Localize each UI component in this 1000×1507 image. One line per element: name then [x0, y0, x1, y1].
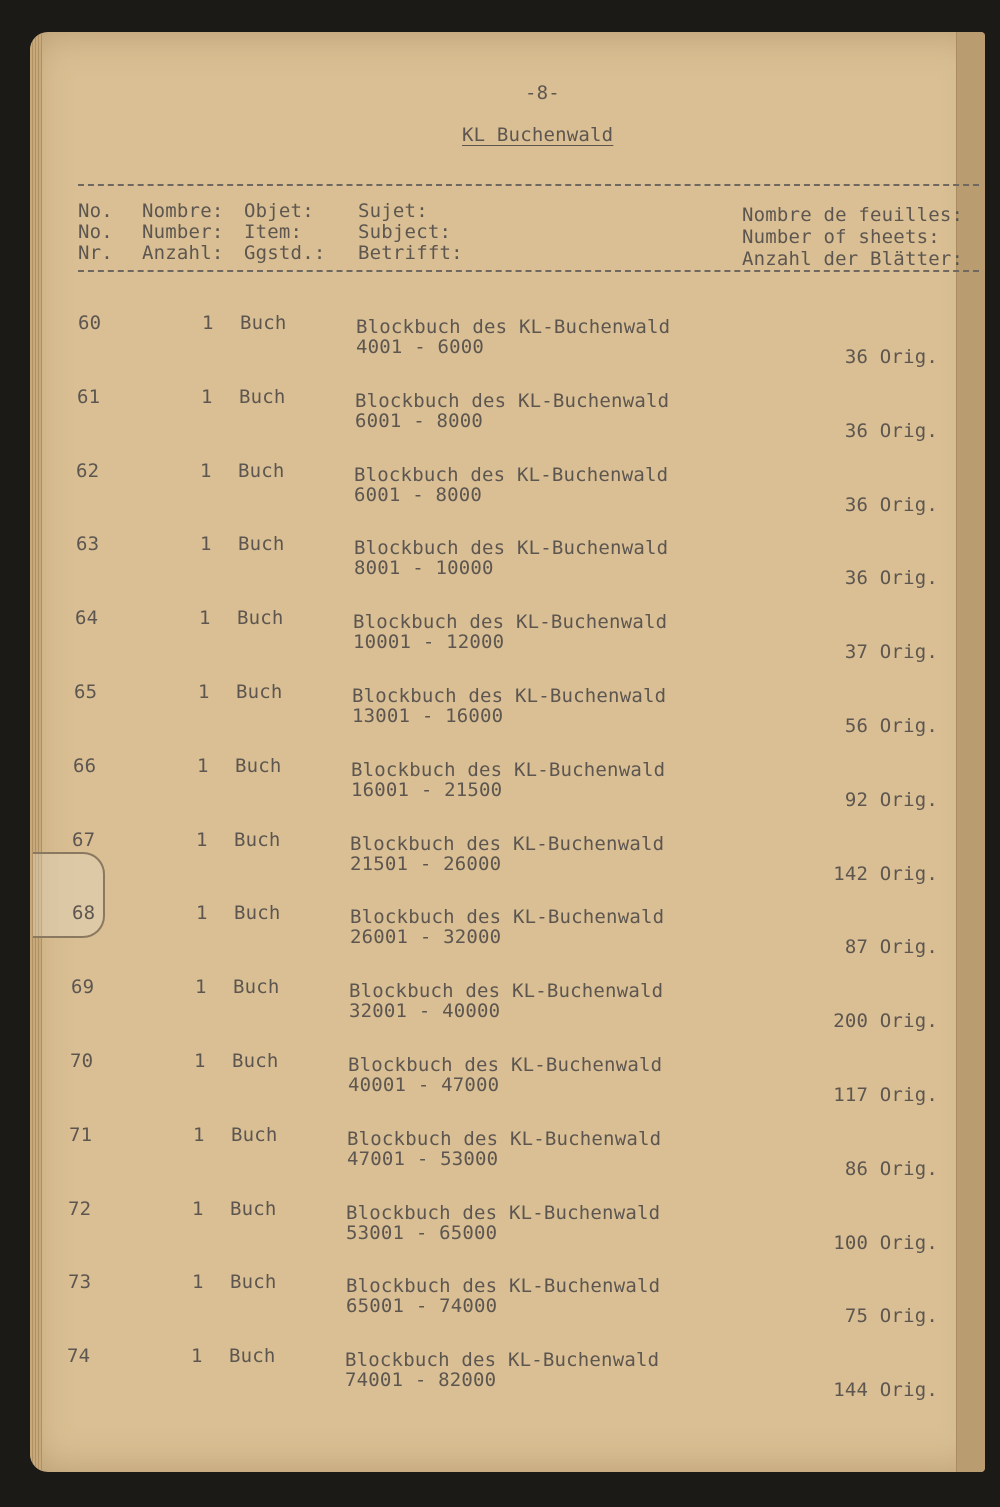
- row-count: 1: [197, 754, 209, 777]
- row-range: 26001 - 32000: [350, 926, 502, 949]
- row-count: 1: [196, 902, 208, 925]
- row-number: 69: [71, 976, 95, 999]
- row-range: 6001 - 8000: [355, 409, 484, 432]
- row-item: Buch: [235, 754, 282, 777]
- header-sujet-fr: Sujet:: [358, 200, 428, 222]
- row-sheets: 200 Orig.: [833, 1010, 938, 1033]
- row-subject: Blockbuch des KL-Buchenwald: [350, 906, 665, 929]
- header-no-en: No.: [78, 221, 113, 243]
- row-number: 63: [76, 533, 100, 556]
- row-item: Buch: [238, 459, 285, 482]
- header-nombre-de: Anzahl:: [142, 242, 224, 264]
- row-range: 32001 - 40000: [349, 1000, 501, 1023]
- row-range: 10001 - 12000: [353, 631, 505, 654]
- row-number: 66: [73, 754, 97, 777]
- row-sheets: 144 Orig.: [833, 1379, 938, 1402]
- row-number: 60: [78, 312, 102, 334]
- row-item: Buch: [232, 1050, 279, 1072]
- row-count: 1: [196, 828, 208, 851]
- row-item: Buch: [236, 681, 283, 703]
- row-range: 53001 - 65000: [346, 1221, 498, 1244]
- header-no-fr: No.: [78, 200, 113, 222]
- row-subject: Blockbuch des KL-Buchenwald: [345, 1349, 660, 1372]
- header-nombre-en: Number:: [142, 221, 224, 243]
- paper-clip: [33, 852, 105, 938]
- row-range: 47001 - 53000: [347, 1147, 499, 1170]
- row-item: Buch: [231, 1123, 278, 1146]
- row-range: 74001 - 82000: [345, 1369, 497, 1392]
- row-count: 1: [195, 976, 207, 999]
- row-range: 16001 - 21500: [351, 778, 503, 801]
- header-no-de: Nr.: [78, 242, 113, 264]
- row-number: 62: [76, 459, 100, 482]
- row-subject: Blockbuch des KL-Buchenwald: [349, 980, 664, 1003]
- row-sheets: 92 Orig.: [844, 788, 938, 811]
- row-range: 21501 - 26000: [350, 852, 502, 875]
- row-item: Buch: [238, 533, 285, 556]
- header-nombre-fr: Nombre:: [142, 200, 224, 222]
- row-range: 65001 - 74000: [346, 1295, 498, 1318]
- row-item: Buch: [230, 1271, 277, 1294]
- row-number: 61: [77, 385, 101, 408]
- row-sheets: 100 Orig.: [833, 1231, 938, 1254]
- row-item: Buch: [240, 312, 287, 334]
- row-subject: Blockbuch des KL-Buchenwald: [346, 1201, 661, 1224]
- row-item: Buch: [237, 607, 284, 630]
- row-count: 1: [200, 459, 212, 482]
- page-binding: [30, 32, 42, 1472]
- page-title: KL Buchenwald: [462, 124, 614, 146]
- row-subject: Blockbuch des KL-Buchenwald: [348, 1054, 663, 1076]
- row-sheets: 36 Orig.: [844, 493, 938, 516]
- row-subject: Blockbuch des KL-Buchenwald: [354, 463, 669, 486]
- row-subject: Blockbuch des KL-Buchenwald: [356, 316, 671, 338]
- row-number: 64: [75, 607, 99, 630]
- row-subject: Blockbuch des KL-Buchenwald: [350, 832, 665, 855]
- row-sheets: 56 Orig.: [844, 715, 938, 737]
- row-subject: Blockbuch des KL-Buchenwald: [347, 1127, 662, 1150]
- header-objet-en: Item:: [244, 221, 303, 243]
- row-number: 70: [70, 1050, 94, 1072]
- row-subject: Blockbuch des KL-Buchenwald: [352, 685, 667, 707]
- page-number: -8-: [525, 82, 560, 104]
- row-number: 72: [68, 1197, 92, 1220]
- row-sheets: 36 Orig.: [844, 419, 938, 442]
- row-item: Buch: [229, 1345, 276, 1368]
- row-subject: Blockbuch des KL-Buchenwald: [353, 611, 668, 634]
- row-count: 1: [192, 1271, 204, 1294]
- row-count: 1: [192, 1197, 204, 1220]
- row-count: 1: [202, 312, 214, 334]
- row-sheets: 142 Orig.: [833, 862, 938, 885]
- row-number: 68: [72, 902, 96, 925]
- row-subject: Blockbuch des KL-Buchenwald: [351, 758, 666, 781]
- row-sheets: 36 Orig.: [844, 567, 938, 590]
- row-count: 1: [193, 1123, 205, 1146]
- row-subject: Blockbuch des KL-Buchenwald: [354, 537, 669, 560]
- row-count: 1: [201, 385, 213, 408]
- header-sujet-en: Subject:: [358, 221, 452, 243]
- row-subject: Blockbuch des KL-Buchenwald: [355, 389, 670, 412]
- row-count: 1: [200, 533, 212, 556]
- row-number: 67: [72, 828, 96, 851]
- row-number: 73: [68, 1271, 92, 1294]
- row-range: 13001 - 16000: [352, 705, 504, 727]
- row-range: 4001 - 6000: [356, 336, 485, 358]
- row-sheets: 86 Orig.: [844, 1157, 938, 1180]
- row-sheets: 117 Orig.: [833, 1084, 938, 1106]
- header-sujet-de: Betrifft:: [358, 242, 463, 264]
- header-sheets-de: Anzahl der Blätter:: [742, 248, 964, 270]
- header-objet-de: Ggstd.:: [244, 242, 326, 264]
- row-range: 8001 - 10000: [354, 557, 494, 580]
- row-count: 1: [199, 607, 211, 630]
- header-sheets-en: Number of sheets:: [742, 226, 940, 248]
- header-rule-bottom: [78, 270, 979, 272]
- header-sheets-fr: Nombre de feuilles:: [742, 204, 964, 226]
- row-number: 65: [74, 681, 98, 703]
- row-item: Buch: [239, 385, 286, 408]
- document-page: [30, 32, 985, 1472]
- row-sheets: 36 Orig.: [844, 346, 938, 368]
- row-range: 40001 - 47000: [348, 1074, 500, 1096]
- row-sheets: 75 Orig.: [844, 1305, 938, 1328]
- row-item: Buch: [234, 828, 281, 851]
- row-count: 1: [198, 681, 210, 703]
- row-sheets: 87 Orig.: [844, 936, 938, 959]
- row-item: Buch: [230, 1197, 277, 1220]
- row-sheets: 37 Orig.: [844, 641, 938, 664]
- row-number: 74: [67, 1345, 91, 1368]
- row-subject: Blockbuch des KL-Buchenwald: [346, 1275, 661, 1298]
- row-range: 6001 - 8000: [354, 483, 483, 506]
- row-count: 1: [194, 1050, 206, 1072]
- row-number: 71: [69, 1123, 93, 1146]
- row-count: 1: [191, 1345, 203, 1368]
- row-item: Buch: [234, 902, 281, 925]
- row-item: Buch: [233, 976, 280, 999]
- header-rule-top: [78, 184, 979, 186]
- header-objet-fr: Objet:: [244, 200, 314, 222]
